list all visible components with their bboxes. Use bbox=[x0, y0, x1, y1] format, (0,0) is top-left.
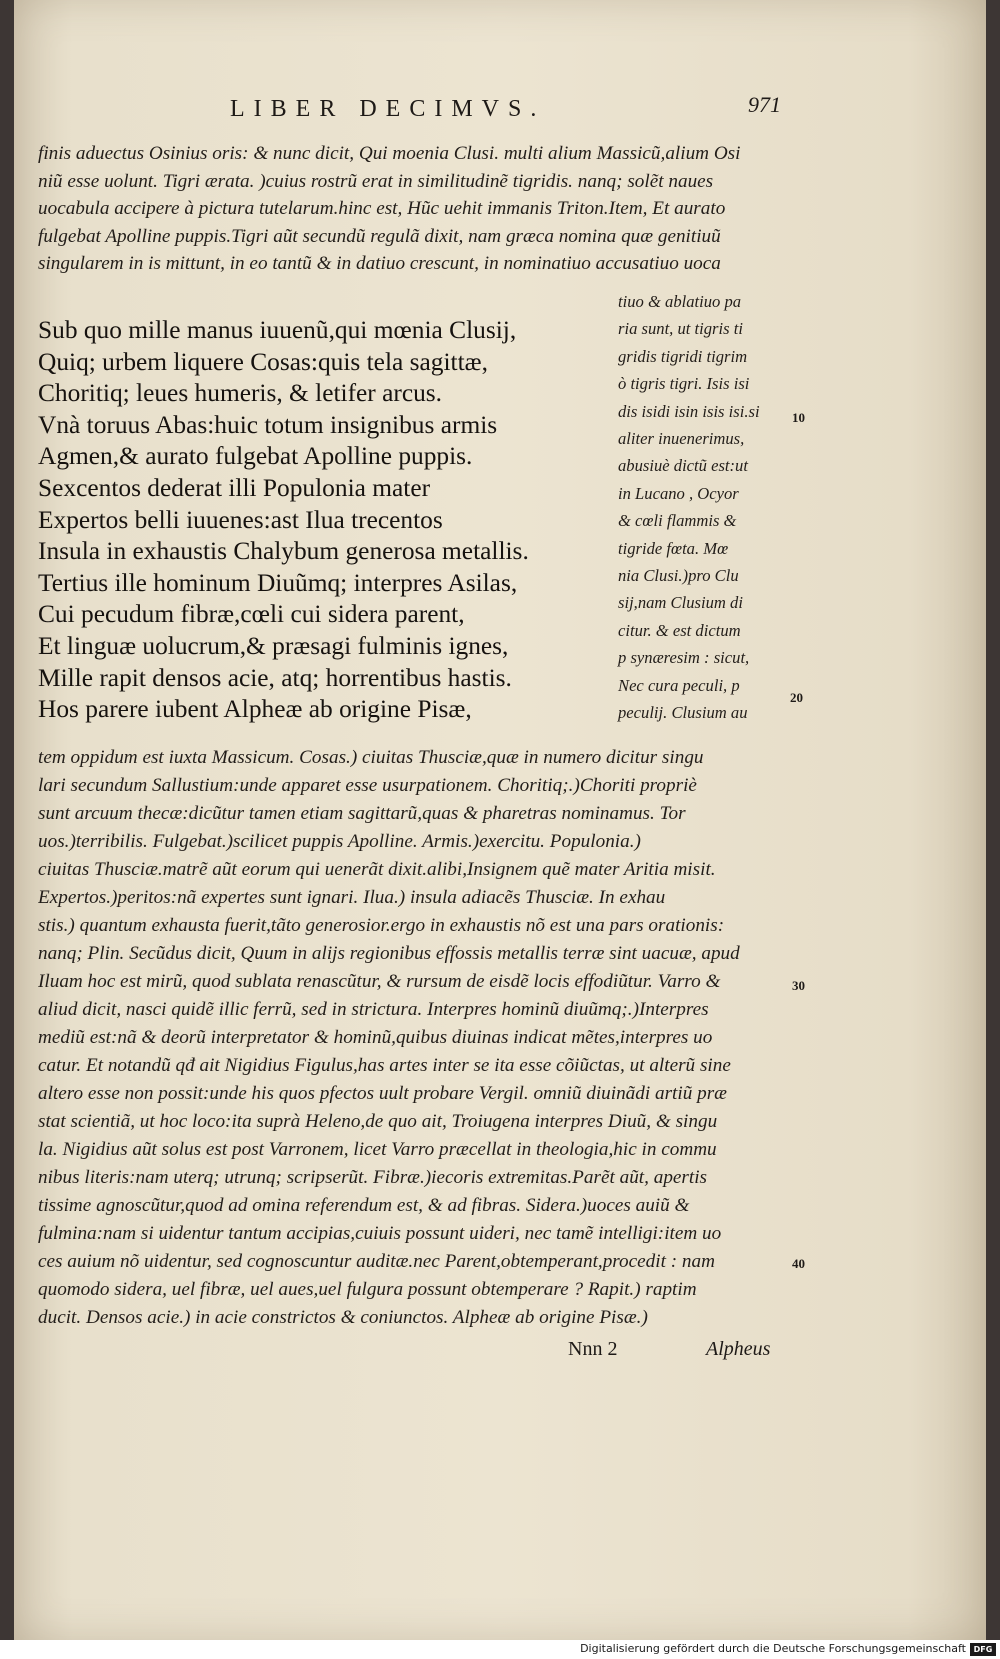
line-number: 20 bbox=[790, 690, 803, 705]
commentary-line: finis aduectus Osinius oris: & nunc dicit, Qui moenia Clusi. multi alium Massicũ,alium Osi bbox=[38, 143, 741, 164]
commentary-line: uos.)terribilis. Fulgebat.)scilicet puppis Apolline. Armis.)exercitu. Populonia.) bbox=[38, 831, 641, 852]
gloss-line: peculij. Clusium au bbox=[618, 703, 748, 723]
commentary-bottom bbox=[38, 744, 808, 1332]
verse-line: Cui pecudum fibræ,cœli cui sidera parent, bbox=[38, 600, 465, 629]
gloss-line: ria sunt, ut tigris ti bbox=[618, 319, 743, 339]
gloss-line: sij,nam Clusium di bbox=[618, 593, 743, 613]
verse-block bbox=[38, 315, 618, 726]
verse-line: Expertos belli iuuenes:ast Ilua trecentos bbox=[38, 505, 443, 534]
verse-line: Vnà toruus Abas:huic totum insignibus armis bbox=[38, 410, 498, 439]
verse-line: Mille rapit densos acie, atq; horrentibus hastis. bbox=[38, 663, 512, 692]
gloss-line: abusiuè dictũ est:ut bbox=[618, 456, 748, 476]
commentary-line: Iluam hoc est mirũ, quod sublata renascũtur, & rursum de eisdẽ locis effodiũtur. Varro & bbox=[38, 971, 721, 992]
gloss-line: tiuo & ablatiuo pa bbox=[618, 292, 742, 311]
digitization-footer bbox=[0, 1640, 1000, 1659]
commentary-line: ciuitas Thusciæ.matrẽ aũt eorum qui uenerãt dixit.alibi,Insignem quẽ mater Aritia misit. bbox=[38, 859, 716, 880]
commentary-line: sunt arcuum thecæ:dicũtur tamen etiam sagittarũ,quas & pharetras nominamus. Tor bbox=[38, 803, 686, 824]
gloss-line: gridis tigridi tigrim bbox=[618, 346, 748, 366]
line-number: 30 bbox=[792, 978, 805, 993]
catchword: Alpheus bbox=[706, 1338, 771, 1360]
gloss-line: tigride fœta. Mœ bbox=[618, 538, 729, 558]
verse-line: Sub quo mille manus iuuenũ,qui mœnia Clusij, bbox=[38, 316, 517, 344]
commentary-line: aliud dicit, nasci quidẽ illic ferrũ, sed in strictura. Interpres hominũ diuũmq;.)Interpres bbox=[38, 999, 709, 1020]
verse-line: Tertius ille hominum Diuũmq; interpres Asilas, bbox=[38, 568, 518, 597]
commentary-line: catur. Et notandũ qđ ait Nigidius Figulus,has artes inter se ita esse cõiũctas, ut alterũ sine bbox=[38, 1055, 731, 1076]
gloss-line: & cœli flammis & bbox=[618, 511, 737, 531]
commentary-line: nanq; Plin. Secũdus dicit, Quum in alijs regionibus effossis metallis terræ sint uacuæ, apud bbox=[38, 943, 740, 964]
line-number: 40 bbox=[792, 1256, 805, 1271]
commentary-line: stat scientiã, ut hoc loco:ita suprà Heleno,de quo ait, Troiugena interpres Diuũ, & singu bbox=[38, 1111, 718, 1132]
commentary-line: singularem in is mittunt, in eo tantũ & in datiuo crescunt, in nominatiuo accusatiuo uoca bbox=[38, 253, 721, 274]
verse-line: Insula in exhaustis Chalybum generosa metallis. bbox=[38, 537, 529, 566]
gloss-line: Nec cura peculi, p bbox=[618, 675, 740, 695]
commentary-line: lari secundum Sallustium:unde apparet esse usurpationem. Choritiq;.)Choriti propriè bbox=[38, 775, 697, 796]
commentary-line: stis.) quantum exhausta fuerit,tãto generosior.ergo in exhaustis nõ est una pars orationis: bbox=[38, 915, 725, 936]
commentary-line: uocabula accipere à pictura tutelarum.hinc est, Hũc uehit immanis Triton.Item, Et aurato bbox=[38, 198, 726, 219]
gloss-line: dis isidi isin isis isi.si bbox=[618, 401, 760, 421]
dfg-logo: DFG bbox=[970, 1643, 996, 1656]
commentary-line: mediũ est:nã & deorũ interpretator & hominũ,quibus diuinas indicat mẽtes,interpres uo bbox=[38, 1027, 713, 1048]
commentary-line: Expertos.)peritos:nã expertes sunt ignari. Ilua.) insula adiacẽs Thusciæ. In exhau bbox=[38, 887, 666, 908]
gloss-line: nia Clusi.)pro Clu bbox=[618, 566, 739, 586]
commentary-line: la. Nigidius aũt solus est post Varronem, licet Varro præcellat in theologia,hic in commu bbox=[38, 1139, 717, 1160]
commentary-line: quomodo sidera, uel fibræ, uel aues,uel fulgura possunt obtemperare ? Rapit.) raptim bbox=[38, 1279, 697, 1300]
line-number: 10 bbox=[792, 410, 805, 425]
commentary-line: altero esse non possit:unde his quos pfectos uult probare Vergil. omniũ diuinãdi artiũ præ bbox=[38, 1083, 727, 1104]
verse-line: Quiq; urbem liquere Cosas:quis tela sagittæ, bbox=[38, 347, 488, 376]
running-head: LIBER DECIMVS. bbox=[230, 96, 546, 122]
gloss-line: p synæresim : sicut, bbox=[618, 648, 750, 668]
folio-number: 971 bbox=[748, 92, 781, 117]
verse-line: Agmen,& aurato fulgebat Apolline puppis. bbox=[38, 442, 473, 471]
verse-line: Sexcentos dederat illi Populonia mater bbox=[38, 473, 431, 502]
verse-line: Hos parere iubent Alpheæ ab origine Pisæ, bbox=[38, 695, 472, 724]
commentary-line: fulgebat Apolline puppis.Tigri aũt secundũ regulã dixit, nam græca nomina quæ genitiuũ bbox=[38, 225, 721, 247]
gloss-line: ò tigris tigri. Isis isi bbox=[618, 374, 750, 394]
verse-line: Et linguæ uolucrum,& præsagi fulminis ignes, bbox=[38, 631, 509, 660]
verse-line: Choritiq; leues humeris, & letifer arcus. bbox=[38, 379, 443, 408]
signature-mark: Nnn 2 bbox=[568, 1338, 618, 1360]
gloss-line: in Lucano , Ocyor bbox=[618, 483, 739, 503]
footer-credit: Digitalisierung gefördert durch die Deutsche Forschungsgemeinschaft bbox=[580, 1642, 966, 1655]
commentary-line: nibus literis:nam uterq; utrunq; scripserũt. Fibræ.)iecoris extremitas.Parẽt aũt, apertis bbox=[38, 1167, 708, 1188]
commentary-line: fulmina:nam si uidentur tantum accipias,cuiuis possunt uideri, nec tamẽ intelligi:item uo bbox=[38, 1223, 722, 1244]
commentary-line: niũ esse uolunt. Tigri ærata. )cuius rostrũ erat in similitudinẽ tigridis. nanq; solẽt naues bbox=[38, 170, 714, 192]
side-gloss bbox=[618, 288, 818, 727]
gloss-line: aliter inuenerimus, bbox=[618, 429, 745, 449]
commentary-line: ces auium nõ uidentur, sed cognoscuntur auditæ.nec Parent,obtemperant,procedit : nam bbox=[38, 1251, 715, 1272]
commentary-line: tissime agnoscũtur,quod ad omina referendum est, & ad fibras. Sidera.)uoces auiũ & bbox=[38, 1195, 690, 1216]
commentary-line: ducit. Densos acie.) in acie constrictos & coniunctos. Alpheæ ab origine Pisæ.) bbox=[38, 1307, 648, 1328]
page-header bbox=[0, 92, 1000, 132]
gloss-line: citur. & est dictum bbox=[618, 620, 741, 640]
commentary-top bbox=[38, 140, 808, 278]
commentary-line: tem oppidum est iuxta Massicum. Cosas.) ciuitas Thusciæ,quæ in numero dicitur singu bbox=[38, 747, 704, 768]
